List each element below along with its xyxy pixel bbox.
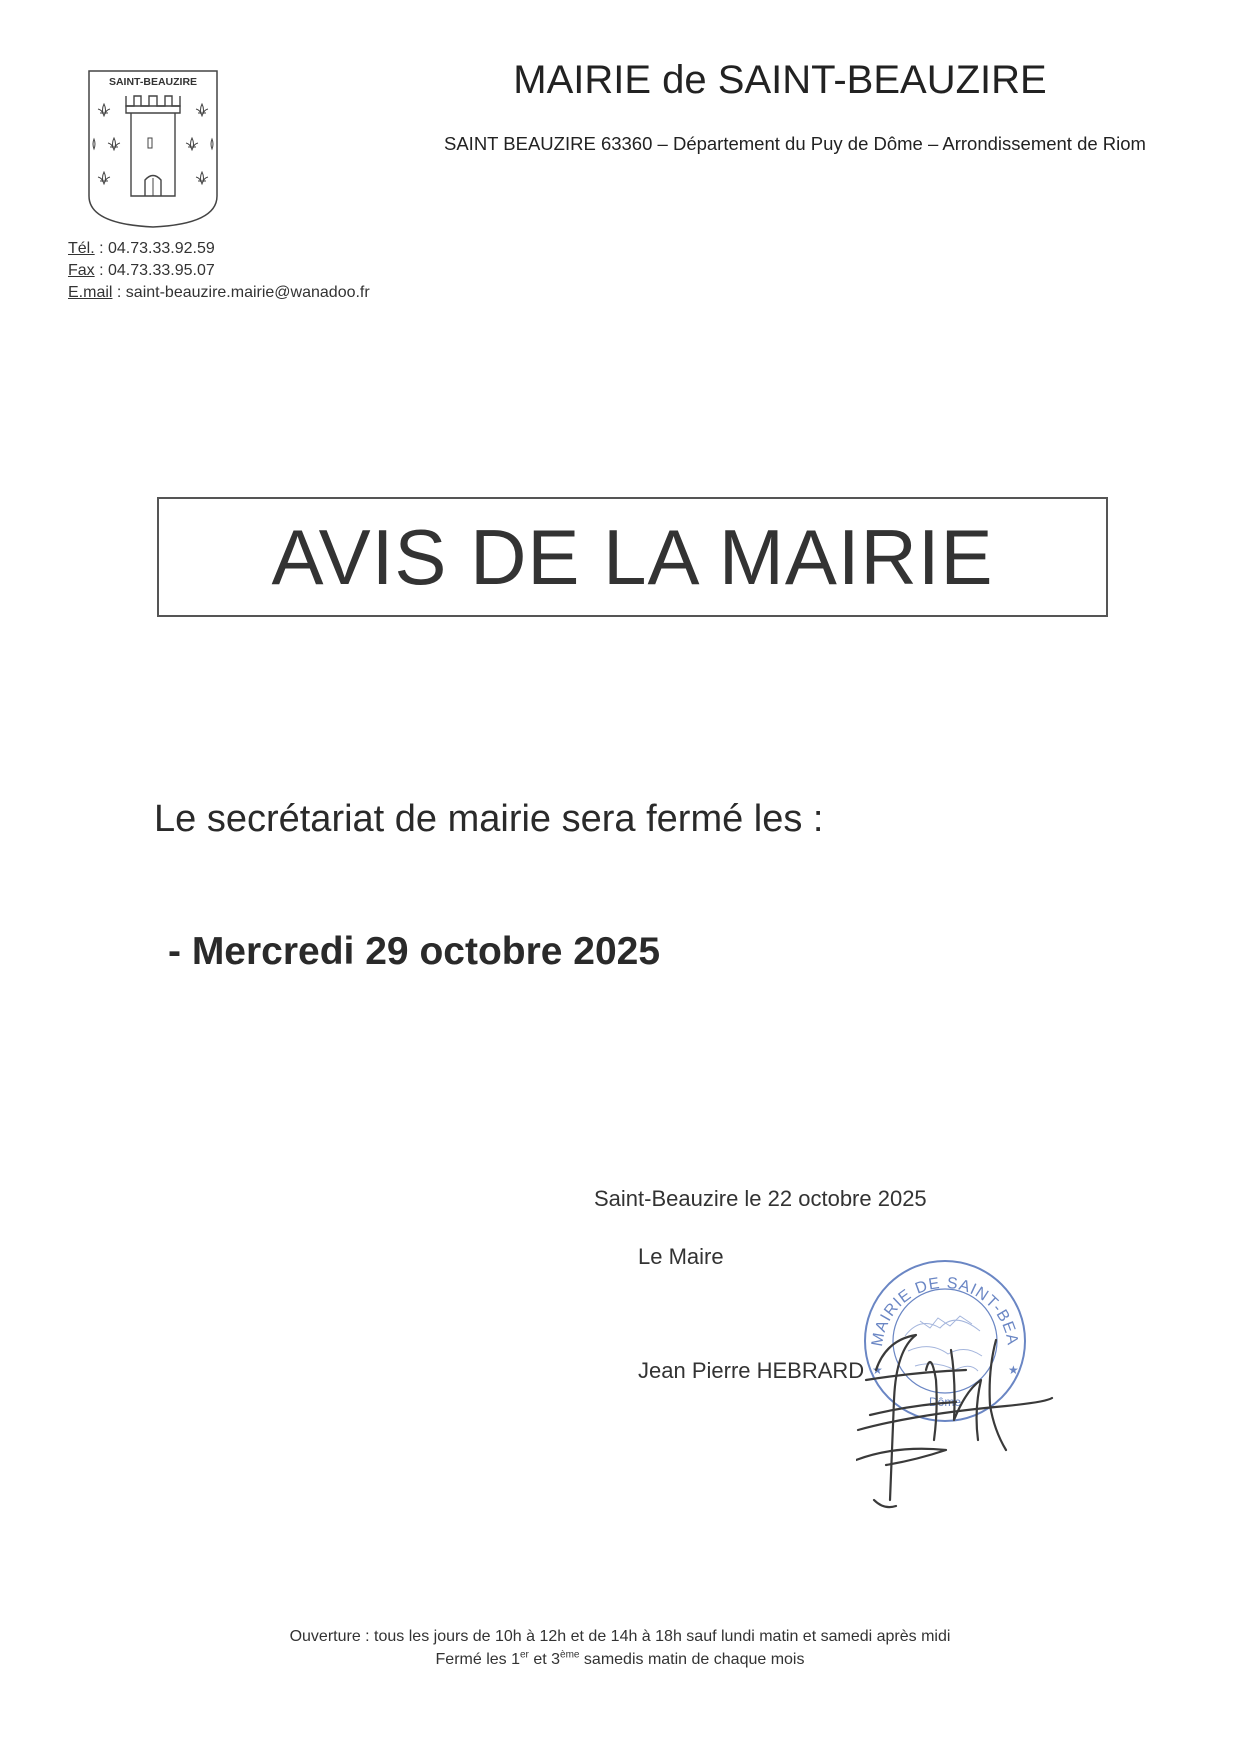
- contact-email: [68, 284, 370, 302]
- closing-note: [0, 1651, 1240, 1669]
- signatory-name: Jean Pierre HEBRARD: [638, 1358, 865, 1383]
- fax-label: Fax: [68, 262, 95, 279]
- phone-value: : 04.73.33.92.59: [94, 240, 215, 257]
- email-value: : saint-beauzire.mairie@wanadoo.fr: [112, 284, 370, 301]
- coat-of-arms: [86, 68, 220, 230]
- place-and-date: Saint-Beauzire le 22 octobre 2025: [594, 1186, 927, 1211]
- closing-sup-third: ème: [560, 1649, 580, 1661]
- address-line: SAINT BEAUZIRE 63360 – Département du Puy de Dôme – Arrondissement de Riom: [444, 133, 1146, 154]
- stamp-text: MAIRIE DE SAINT-BEA: [868, 1274, 1021, 1348]
- email-label: E.mail: [68, 284, 113, 301]
- stamp-bottom-text: Dôme: [928, 1395, 962, 1409]
- signatory-role: Le Maire: [638, 1244, 724, 1269]
- phone-label: Tél.: [68, 240, 95, 257]
- opening-hours: Ouverture : tous les jours de 10h à 12h et de 14h à 18h sauf lundi matin et samedi après midi: [289, 1628, 951, 1645]
- closing-sup-first: er: [519, 1649, 529, 1661]
- page-title: MAIRIE de SAINT-BEAUZIRE: [513, 58, 1047, 102]
- contact-fax: [68, 262, 215, 280]
- handwritten-signature: [856, 1310, 1056, 1520]
- closing-mid: et 3: [528, 1651, 561, 1668]
- fax-value: : 04.73.33.95.07: [94, 262, 215, 279]
- closed-date: - Mercredi 29 octobre 2025: [168, 930, 661, 973]
- contact-phone: [68, 240, 215, 258]
- notice-banner: AVIS DE LA MAIRIE: [157, 497, 1108, 617]
- closing-suffix: samedis matin de chaque mois: [579, 1651, 805, 1668]
- crest-label: SAINT-BEAUZIRE: [108, 76, 198, 88]
- closing-prefix: Fermé les 1: [435, 1651, 520, 1668]
- notice-intro: Le secrétariat de mairie sera fermé les :: [154, 798, 824, 840]
- svg-text:★: ★: [1008, 1363, 1019, 1377]
- svg-text:★: ★: [872, 1363, 883, 1377]
